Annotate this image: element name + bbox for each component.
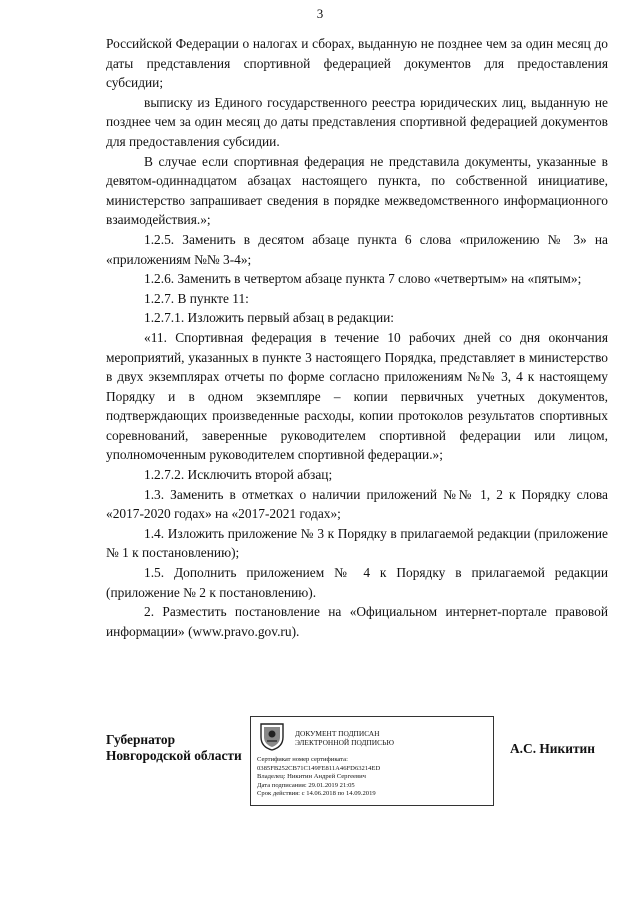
paragraph: 1.2.6. Заменить в четвертом абзаце пункта 7 слово «четвертым» на «пятым»; — [144, 271, 582, 287]
paragraph: 1.2.7.2. Исключить второй абзац; — [144, 467, 333, 483]
stamp-header — [295, 729, 394, 747]
signatory-name: А.С. Никитин — [510, 741, 595, 756]
coat-of-arms-icon — [259, 721, 285, 751]
signatory-title-line1: Губернатор — [106, 732, 176, 747]
paragraph: выписку из Единого государственного реестра юридических лиц, выданную не позднее чем за один месяц до даты представления спортивной федерацией документов для предоставления субсидии. — [106, 94, 608, 149]
signatory-title-line2: Новгородской области — [106, 748, 242, 763]
document-body — [106, 34, 608, 641]
stamp-header-line1: ДОКУМЕНТ ПОДПИСАН — [295, 729, 380, 738]
page-number: 3 — [316, 6, 324, 21]
paragraph: 1.2.5. Заменить в десятом абзаце пункта 6 слова «приложению № 3» на «приложениям №№ 3-4»; — [106, 231, 608, 267]
electronic-signature-stamp — [250, 716, 494, 806]
stamp-validity: Срок действия: с 14.06.2018 по 14.09.2019 — [257, 790, 376, 798]
stamp-details — [257, 756, 380, 799]
stamp-cert-number: 0385FB252CB71C149FE811A46FD63214ED — [257, 764, 381, 772]
paragraph: 1.3. Заменить в отметках о наличии приложений №№ 1, 2 к Порядку слова «2017-2020 годах» на «2017-2021 годах»; — [106, 486, 608, 522]
stamp-header-line2: ЭЛЕКТРОННОЙ ПОДПИСЬЮ — [295, 738, 394, 747]
signatory-title — [106, 732, 242, 764]
paragraph: «11. Спортивная федерация в течение 10 рабочих дней со дня окончания мероприятий, указанных в пункте 3 настоящего Порядка, представляет в министерство в двух экземплярах отчеты по форме согласно приложениям №№ 3, 4 к настоящему Порядку и в одном экземпляре – копии первичных учетных документов, подтверждающих произведенные расходы, копии протоколов результатов спортивных соревнований, заверенные руководителем спортивной федерации или лицом, уполномоченным руководителем спортивной федерации.»; — [106, 329, 608, 463]
paragraph: 1.2.7.1. Изложить первый абзац в редакции: — [144, 310, 395, 326]
stamp-cert-label: Сертификат номер сертификата: — [257, 756, 348, 763]
paragraph: В случае если спортивная федерация не представила документы, указанные в девятом-одиннадцатом абзацах настоящего пункта, по собственной инициативе, министерство запрашивает сведения в порядке межведомственного информационного взаимодействия.»; — [106, 153, 608, 228]
paragraph: 1.5. Дополнить приложением № 4 к Порядку в прилагаемой редакции (приложение № 2 к постановлению). — [106, 565, 608, 600]
paragraph: 1.2.7. В пункте 11: — [144, 290, 249, 306]
paragraph: 1.4. Изложить приложение № 3 к Порядку в прилагаемой редакции (приложение № 1 к постановлению); — [106, 525, 608, 561]
paragraph: 2. Разместить постановление на «Официальном интернет-портале правовой информации» (www.pravo.gov.ru). — [106, 604, 608, 639]
stamp-owner: Владелец: Никитин Андрей Сергеевич — [257, 773, 366, 781]
stamp-signed-date: Дата подписания: 29.01.2019 21:05 — [257, 781, 355, 789]
paragraph: Российской Федерации о налогах и сборах, выданную не позднее чем за один месяц до даты представления спортивной федерацией документов для предоставления субсидии; — [106, 36, 608, 91]
